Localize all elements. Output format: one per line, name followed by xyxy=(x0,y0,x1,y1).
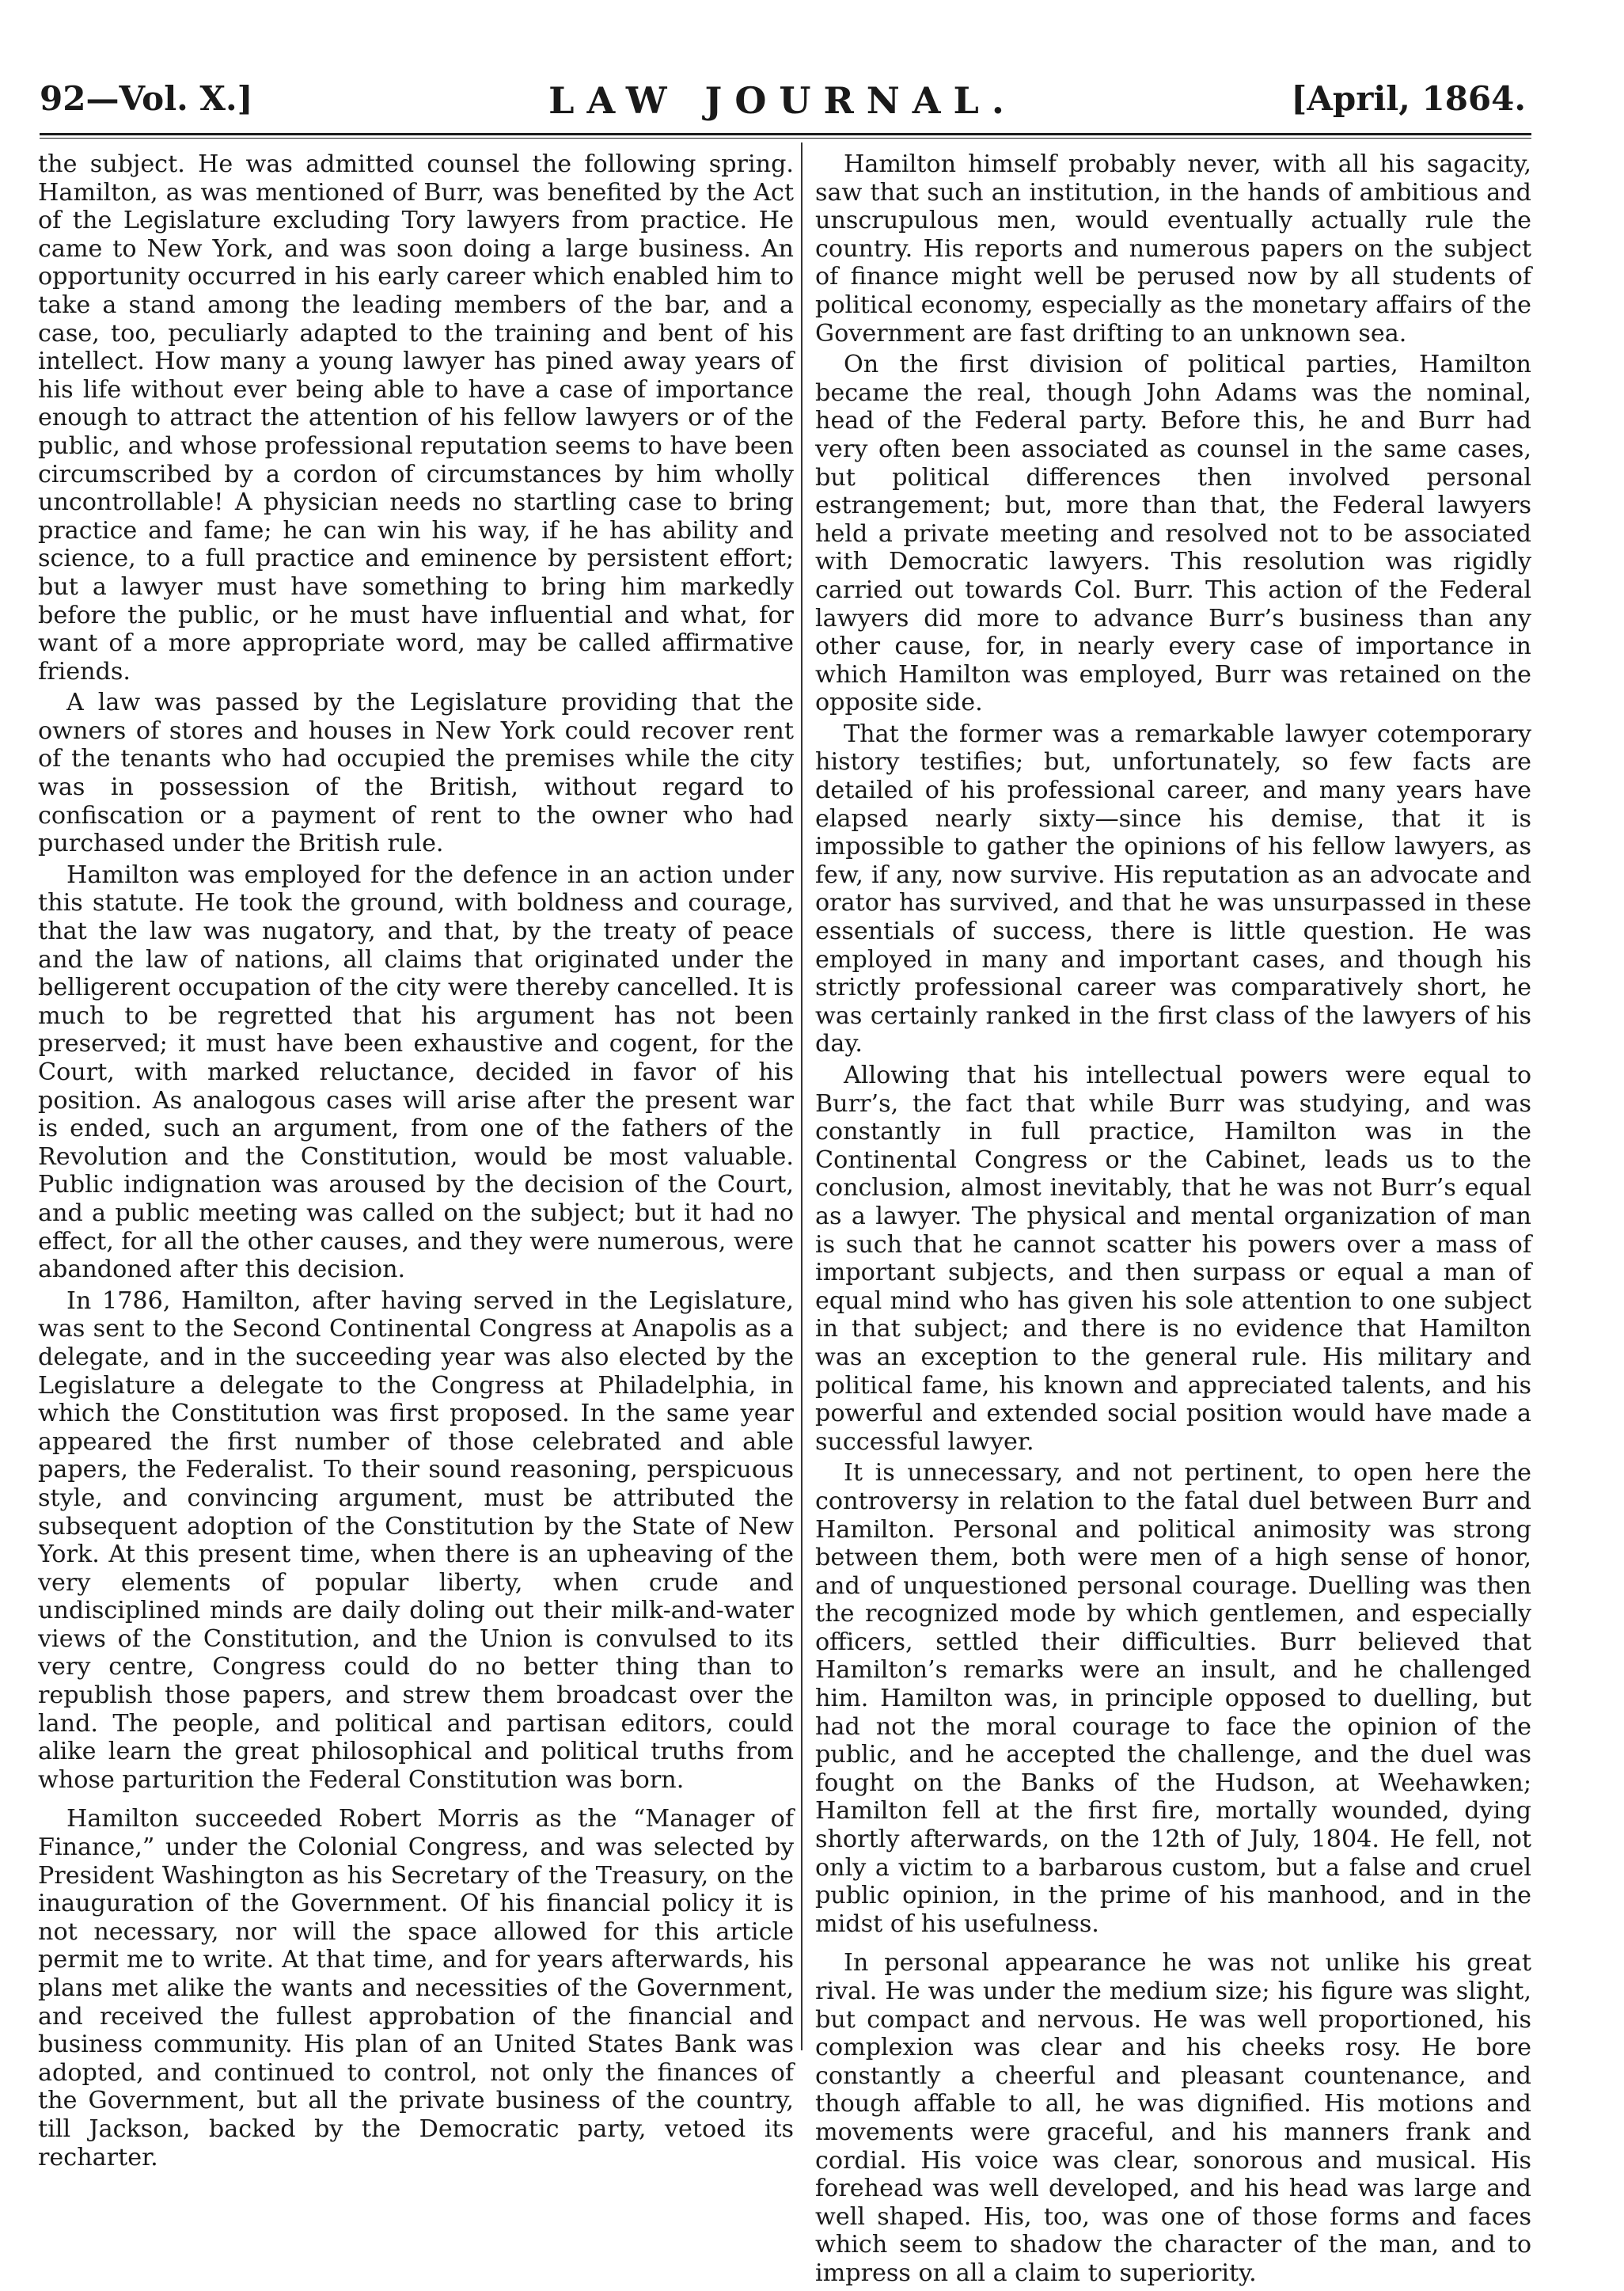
paragraph: the subject. He was admitted counsel the following spring. Hamilton, as was mentioned of Burr, was benefited by the Act of the Legislature excluding Tory lawyers from practice. He came to New York, and was soon doing a large business. An opportunity occurred in his early career which enabled him to take a stand among the leading members of the bar, and a case, too, peculiarly adapted to the training and bent of his intellect. How many a young lawyer has pined away years of his life without ever being able to have a case of importance enough to attract the attention of his fellow lawyers or of the public, and whose professional reputation seems to have been circumscribed by a cordon of circumstances by him wholly uncontrollable! A physician needs no startling case to bring practice and fame; he can win his way, if he has ability and science, to a full practice and eminence by persistent effort; but a lawyer must have something to bring him markedly before the public, or he must have influential and what, for want of a more appropriate word, may be called affirmative friends. xyxy=(38,150,794,686)
right-column xyxy=(815,150,1531,2291)
paragraph: Allowing that his intellectual powers were equal to Burr’s, the fact that while Burr was studying, and was constantly in full practice, Hamilton was in the Continental Congress or the Cabinet, leads us to the conclusion, almost inevitably, that he was not Burr’s equal as a lawyer. The physical and mental organization of man is such that he cannot scatter his powers over a mass of important subjects, and then surpass or equal a man of equal mind who has given his sole attention to one subject in that subject; and there is no evidence that Hamilton was an exception to the general rule. His military and political fame, his known and appreciated talents, and his powerful and extended social position would have made a successful lawyer. xyxy=(815,1062,1531,1456)
issue-date: [April, 1864. xyxy=(1291,79,1526,118)
column-divider xyxy=(801,142,803,2050)
paragraph: Hamilton himself probably never, with all his sagacity, saw that such an institution, in the hands of ambitious and unscrupulous men, would eventually actually rule the country. His reports and numerous papers on the subject of finance might well be perused now by all students of political economy, especially as the monetary affairs of the Government are fast drifting to an unknown sea. xyxy=(815,150,1531,348)
paragraph: Hamilton succeeded Robert Morris as the “Manager of Finance,” under the Colonial Congress, and was selected by President Washington as his Secretary of the Treasury, on the inauguration of the Government. Of his financial policy it is not necessary, nor will the space allowed for this article permit me to write. At that time, and for years afterwards, his plans met alike the wants and necessities of the Government, and received the fullest approbation of the financial and business community. His plan of an United States Bank was adopted, and continued to control, not only the finances of the Government, but all the private business of the country, till Jackson, backed by the Democratic party, vetoed its recharter. xyxy=(38,1805,794,2171)
paragraph: It is unnecessary, and not pertinent, to open here the controversy in relation to the fatal duel between Burr and Hamilton. Personal and political animosity was strong between them, both were men of a high sense of honor, and of unquestioned personal courage. Duelling was then the recognized mode by which gentlemen, and especially officers, settled their difficulties. Burr believed that Hamilton’s remarks were an insult, and he challenged him. Hamilton was, in principle opposed to duelling, but had not the moral courage to face the opinion of the public, and he accepted the challenge, and the duel was fought on the Banks of the Hudson, at Weehawken; Hamilton fell at the first fire, mortally wounded, dying shortly afterwards, on the 12th of July, 1804. He fell, not only a victim to a barbarous custom, but a false and cruel public opinion, in the prime of his manhood, and in the midst of his usefulness. xyxy=(815,1459,1531,1938)
left-column xyxy=(38,150,794,2175)
header-rule xyxy=(40,133,1531,135)
paragraph: In 1786, Hamilton, after having served in the Legislature, was sent to the Second Continental Congress at Anapolis as a delegate, and in the succeeding year was also elected by the Legislature a delegate to the Congress at Philadelphia, in which the Constitution was first proposed. In the same year appeared the first number of those celebrated and able papers, the Federalist. To their sound reasoning, perspicuous style, and convincing argument, must be attributed the subsequent adoption of the Constitution by the State of New York. At this present time, when there is an upheaving of the very elements of popular liberty, when crude and undisciplined minds are daily doling out their milk-and-water views of the Constitution, and the Union is convulsed to its very centre, Congress could do no better thing than to republish those papers, and strew them broadcast over the land. The people, and political and partisan editors, could alike learn the great philosophical and political truths from whose parturition the Federal Constitution was born. xyxy=(38,1286,794,1794)
paragraph: That the former was a remarkable lawyer cotemporary history testifies; but, unfortunately, so few facts are detailed of his professional career, and many years have elapsed nearly sixty—since his demise, that it is impossible to gather the opinions of his fellow lawyers, as few, if any, now survive. His reputation as an advocate and orator has survived, and that he was unsurpassed in these essentials of success, there is little question. He was employed in many and important cases, and though his strictly professional career was comparatively short, he was certainly ranked in the first class of the lawyers of his day. xyxy=(815,720,1531,1058)
journal-title: LAW JOURNAL. xyxy=(548,79,1017,122)
running-header xyxy=(40,79,1526,135)
paragraph: On the first division of political parties, Hamilton became the real, though John Adams was the nominal, head of the Federal party. Before this, he and Burr had very often been associated as counsel in the same cases, but political differences then involved personal estrangement; but, more than that, the Federal lawyers held a private meeting and resolved not to be associated with Democratic lawyers. This resolution was rigidly carried out towards Col. Burr. This action of the Federal lawyers did more to advance Burr’s business than any other cause, for, in nearly every case of importance in which Hamilton was employed, Burr was retained on the opposite side. xyxy=(815,351,1531,717)
volume-number: 92—Vol. X.] xyxy=(40,79,253,118)
paragraph: Hamilton was employed for the defence in an action under this statute. He took the ground, with boldness and courage, that the law was nugatory, and that, by the treaty of peace and the law of nations, all claims that originated under the belligerent occupation of the city were thereby cancelled. It is much to be regretted that his argument has not been preserved; it must have been exhaustive and cogent, for the Court, with marked reluctance, decided in favor of his position. As analogous cases will arise after the present war is ended, such an argument, from one of the fathers of the Revolution and the Constitution, would be most valuable. Public indignation was aroused by the decision of the Court, and a public meeting was called on the subject; but it had no effect, for all the other causes, and they were numerous, were abandoned after this decision. xyxy=(38,861,794,1284)
paragraph: A law was passed by the Legislature providing that the owners of stores and houses in New York could recover rent of the tenants who had occupied the premises while the city was in possession of the British, without regard to confiscation or a payment of rent to the owner who had purchased under the British rule. xyxy=(38,689,794,858)
paragraph: In personal appearance he was not unlike his great rival. He was under the medium size; his figure was slight, but compact and nervous. He was well proportioned, his complexion was clear and his cheeks rosy. He bore constantly a cheerful and pleasant countenance, and though affable to all, he was dignified. His motions and movements were graceful, and his manners frank and cordial. His voice was clear, sonorous and musical. His forehead was well developed, and his head was large and well shaped. His, too, was one of those forms and faces which seem to shadow the character of the man, and to impress on all a claim to superiority. xyxy=(815,1949,1531,2287)
header-rule-thin xyxy=(40,138,1531,139)
